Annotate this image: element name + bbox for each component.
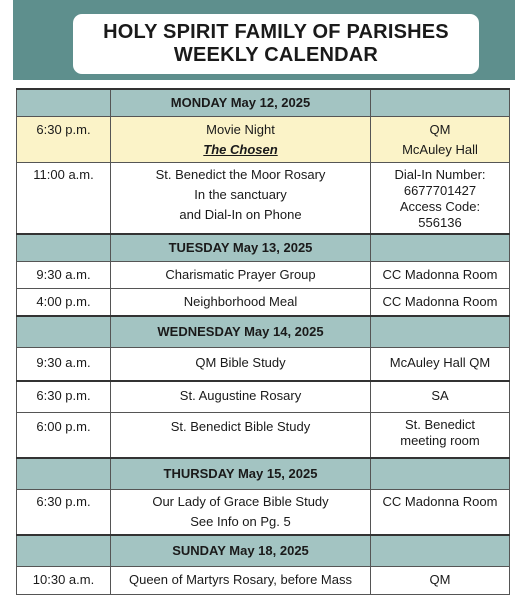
day-cell-empty — [371, 316, 510, 347]
event-location: SA — [371, 381, 510, 412]
event-location: meeting room — [400, 432, 480, 448]
event-row — [17, 381, 510, 412]
event-title: Movie Night — [206, 121, 275, 137]
event-title: St. Benedict the Moor Rosary — [155, 166, 326, 182]
event-location: CC Madonna Room — [371, 261, 510, 288]
event-location-cell — [371, 162, 510, 234]
day-row-sunday — [17, 535, 510, 566]
event-time: 6:30 p.m. — [17, 381, 111, 412]
header-banner — [13, 0, 515, 80]
day-cell-empty — [17, 316, 111, 347]
event-time: 6:30 p.m. — [17, 489, 111, 535]
day-label-thursday: THURSDAY May 15, 2025 — [111, 458, 371, 489]
event-title: QM Bible Study — [111, 347, 371, 381]
event-title: St. Benedict Bible Study — [111, 412, 371, 458]
day-cell-empty — [371, 234, 510, 261]
event-subtitle: See Info on Pg. 5 — [190, 513, 291, 529]
event-location: McAuley Hall QM — [371, 347, 510, 381]
access-code: 556136 — [418, 214, 462, 230]
day-cell-empty — [17, 89, 111, 116]
event-location: QM — [371, 566, 510, 594]
event-title-cell — [111, 162, 371, 234]
day-label-monday: MONDAY May 12, 2025 — [111, 89, 371, 116]
event-time: 4:00 p.m. — [17, 288, 111, 316]
day-label-tuesday: TUESDAY May 13, 2025 — [111, 234, 371, 261]
day-cell-empty — [17, 458, 111, 489]
event-title: Charismatic Prayer Group — [111, 261, 371, 288]
event-location: McAuley Hall — [402, 141, 478, 157]
event-title: Queen of Martyrs Rosary, before Mass — [111, 566, 371, 594]
title-box — [73, 14, 479, 74]
event-row — [17, 412, 510, 458]
dial-in-label: Dial-In Number: — [394, 166, 486, 182]
event-location-cell — [371, 116, 510, 162]
day-row-thursday — [17, 458, 510, 489]
event-time: 10:30 a.m. — [17, 566, 111, 594]
event-time: 11:00 a.m. — [17, 162, 111, 234]
day-cell-empty — [371, 535, 510, 566]
day-cell-empty — [17, 535, 111, 566]
event-row — [17, 116, 510, 162]
day-cell-empty — [17, 234, 111, 261]
event-title-cell — [111, 116, 371, 162]
dial-in-number: 6677701427 — [403, 182, 477, 198]
event-detail: In the sanctuary — [194, 186, 287, 202]
event-detail: and Dial-In on Phone — [179, 206, 302, 222]
page-title-line2: WEEKLY CALENDAR — [173, 44, 379, 66]
event-time: 9:30 a.m. — [17, 347, 111, 381]
day-cell-empty — [371, 89, 510, 116]
event-location: St. Benedict — [404, 416, 476, 432]
event-row — [17, 288, 510, 316]
day-row-wednesday — [17, 316, 510, 347]
event-time: 9:30 a.m. — [17, 261, 111, 288]
access-code-label: Access Code: — [399, 198, 481, 214]
calendar-table — [16, 88, 510, 595]
event-row — [17, 162, 510, 234]
event-row — [17, 261, 510, 288]
day-label-wednesday: WEDNESDAY May 14, 2025 — [111, 316, 371, 347]
event-location-cell — [371, 412, 510, 458]
event-location: CC Madonna Room — [371, 288, 510, 316]
event-title: Our Lady of Grace Bible Study — [152, 493, 329, 509]
event-title: St. Augustine Rosary — [111, 381, 371, 412]
event-time: 6:30 p.m. — [17, 116, 111, 162]
day-row-tuesday — [17, 234, 510, 261]
event-title: Neighborhood Meal — [111, 288, 371, 316]
event-time: 6:00 p.m. — [17, 412, 111, 458]
event-subtitle: The Chosen — [203, 141, 278, 157]
day-label-sunday: SUNDAY May 18, 2025 — [111, 535, 371, 566]
day-cell-empty — [371, 458, 510, 489]
day-row-monday — [17, 89, 510, 116]
event-location: QM — [429, 121, 451, 137]
event-row — [17, 566, 510, 594]
event-row — [17, 347, 510, 381]
event-location: CC Madonna Room — [371, 489, 510, 535]
event-title-cell — [111, 489, 371, 535]
page-title-line1: HOLY SPIRIT FAMILY OF PARISHES — [103, 21, 449, 43]
event-row — [17, 489, 510, 535]
